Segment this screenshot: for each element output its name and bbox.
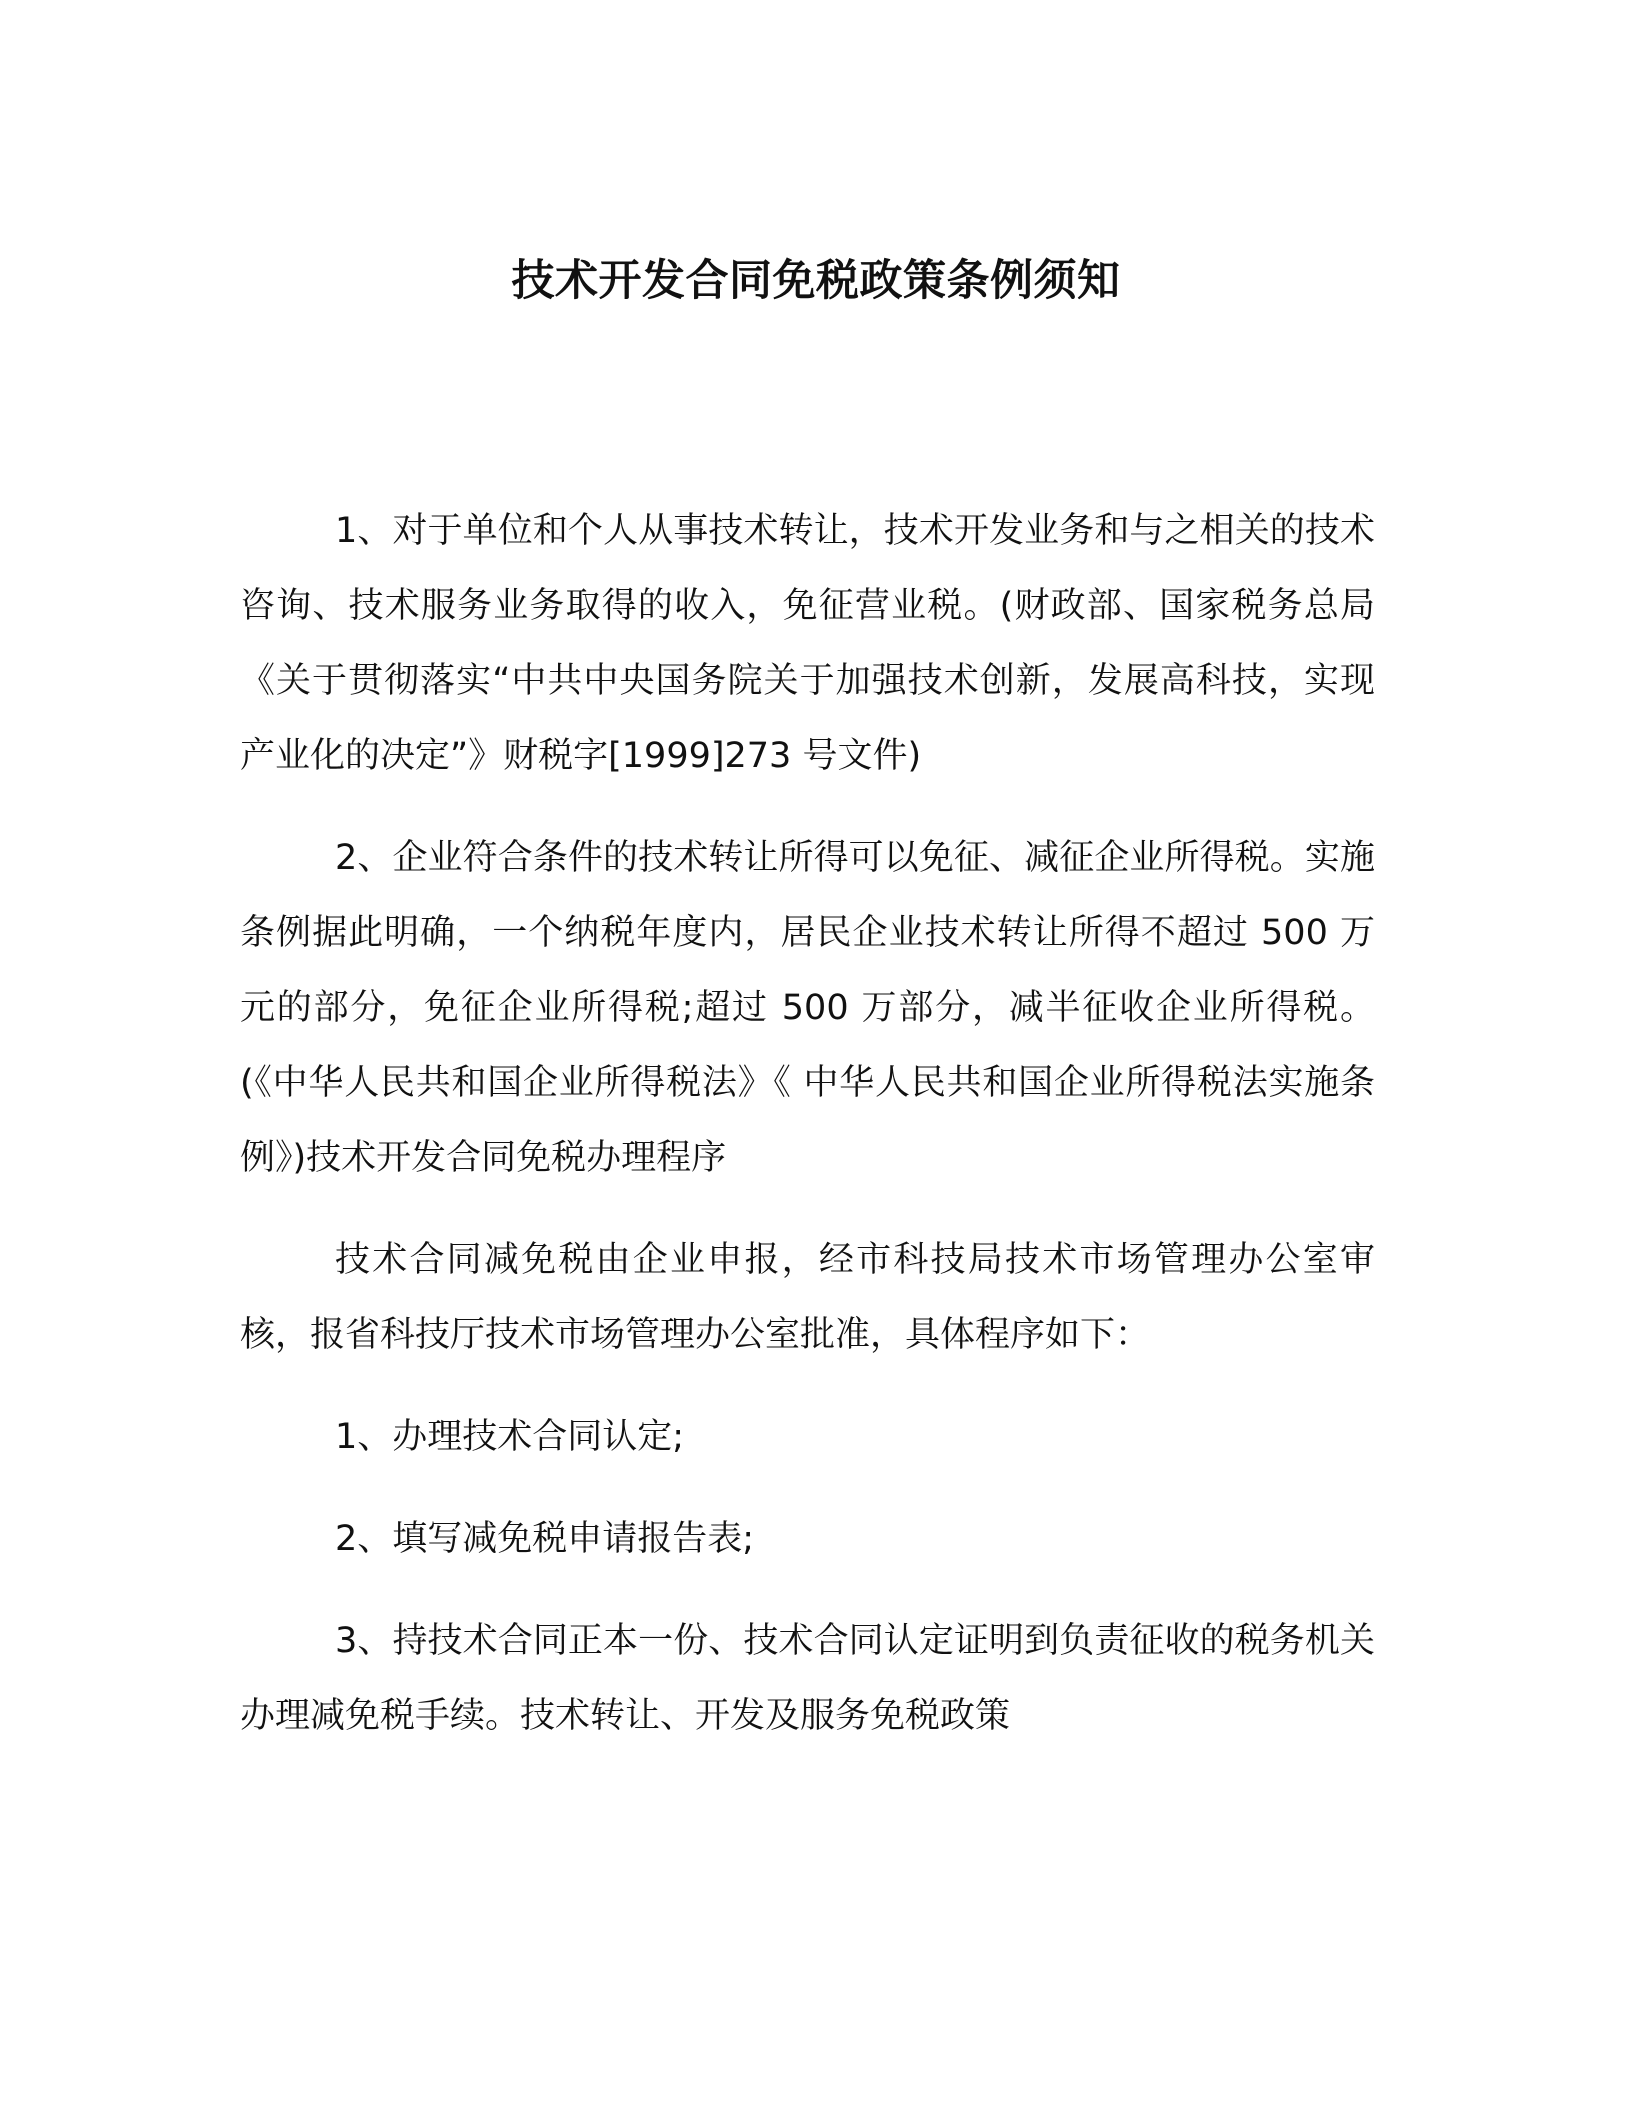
paragraph-enterprise-income-tax: 2、企业符合条件的技术转让所得可以免征、减征企业所得税。实施条例据此明确，一个纳税年度内，居民企业技术转让所得不超过 500 万元的部分，免征企业所得税;超过 500 万部分，减半征收企业所得税。(《中华人民共和国企业所得税法》《 中华人民共和国企业所得税法实施条例》)技术开发合同免税办理程序 — [240, 838, 1375, 1178]
document-body — [240, 494, 1375, 1754]
procedure-step-3: 3、持技术合同正本一份、技术合同认定证明到负责征收的税务机关办理减免税手续。技术转让、开发及服务免税政策 — [240, 1621, 1375, 1736]
paragraph-tech-transfer-business-tax: 1、对于单位和个人从事技术转让，技术开发业务和与之相关的技术咨询、技术服务业务取得的收入，免征营业税。(财政部、国家税务总局《关于贯彻落实“中共中央国务院关于加强技术创新，发展高科技，实现产业化的决定”》财税字[1999]273 号文件) — [240, 511, 1375, 776]
procedure-step-2: 2、填写减免税申请报告表; — [335, 1519, 755, 1559]
paragraph-application-procedure: 技术合同减免税由企业申报，经市科技局技术市场管理办公室审核，报省科技厅技术市场管理办公室批准，具体程序如下： — [240, 1240, 1375, 1355]
procedure-step-1: 1、办理技术合同认定; — [335, 1417, 685, 1457]
document-title: 技术开发合同免税政策条例须知 — [511, 255, 1121, 306]
